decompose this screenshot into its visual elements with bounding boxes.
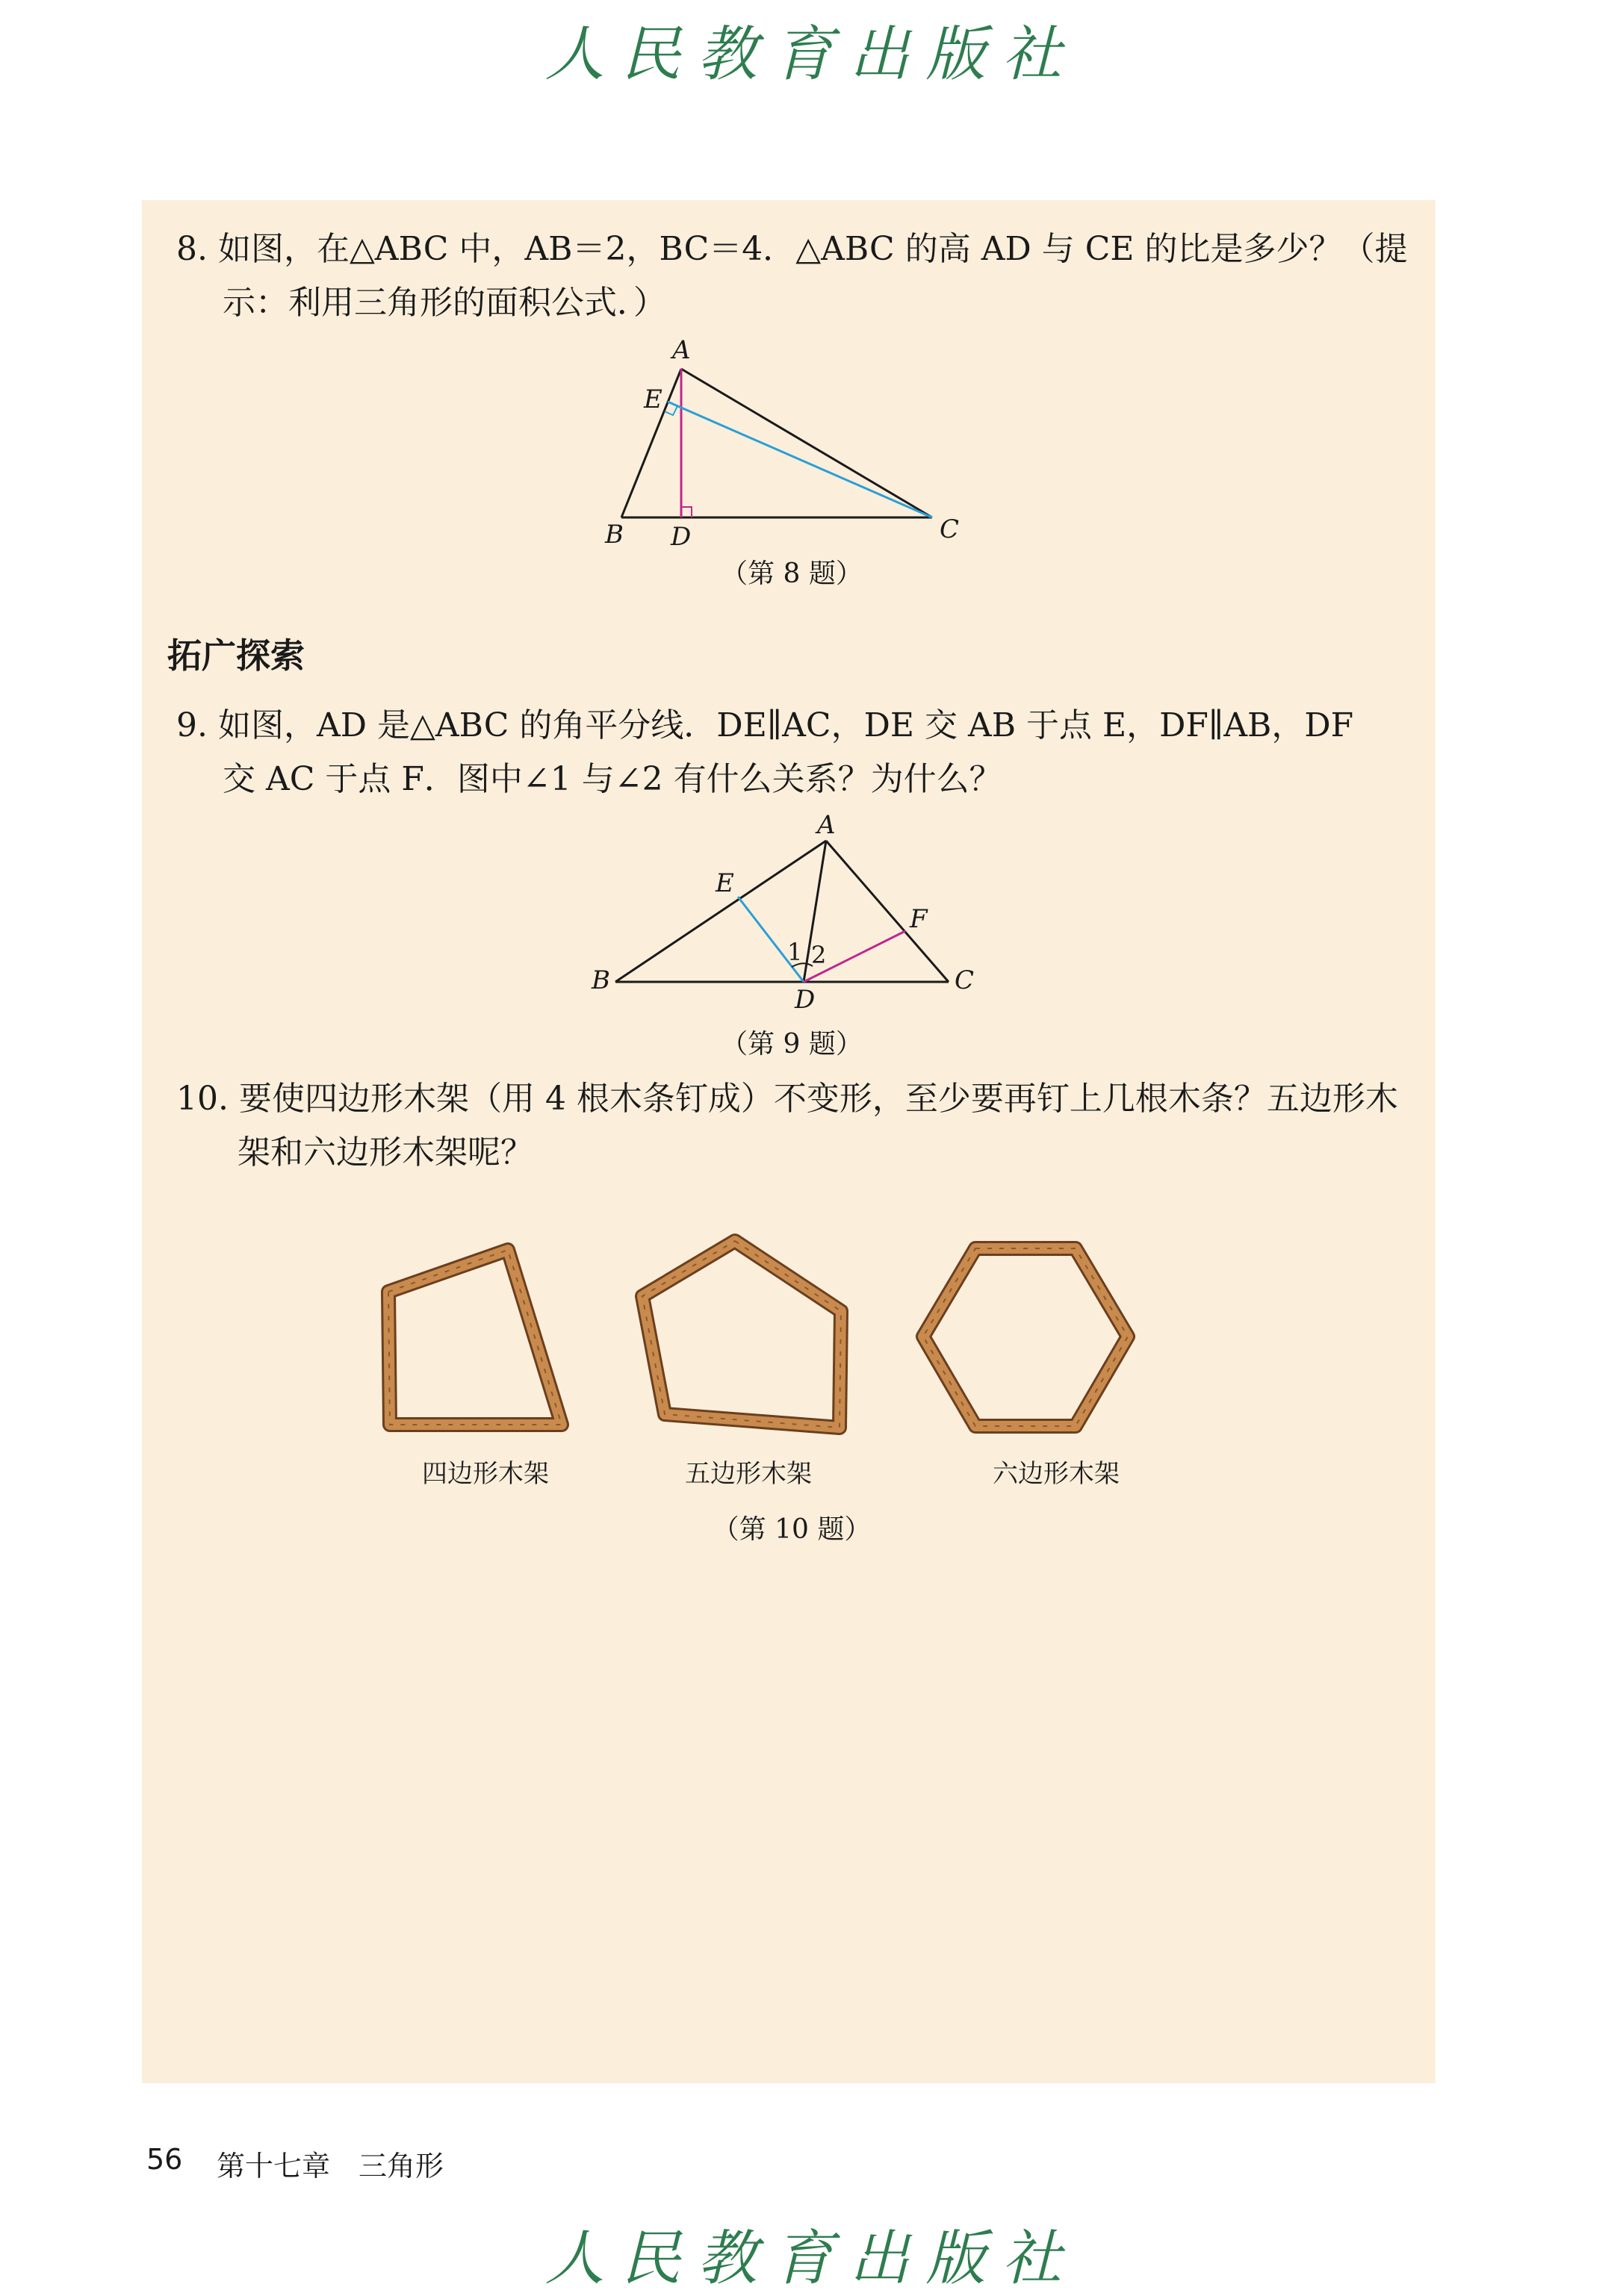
- section-title-extension: 拓广探索: [167, 635, 305, 676]
- publisher-watermark-top: 人民教育出版社: [544, 19, 1079, 89]
- fig8-label-c: C: [940, 514, 960, 544]
- figure-9-triangle: [575, 810, 993, 1015]
- question-8-line2: 示：利用三角形的面积公式．）: [223, 284, 666, 322]
- question-9-line1: 9. 如图，AD 是△ABC 的角平分线．DE∥AC，DE 交 AB 于点 E，DF∥AB，DF: [176, 706, 1354, 744]
- fig8-right-angle-d: [681, 507, 692, 517]
- publisher-watermark-bottom: 人民教育出版社: [544, 2224, 1079, 2293]
- figure-10-caption: （第 10 题）: [712, 1514, 872, 1545]
- question-8: [176, 223, 1408, 330]
- fig9-label-d: D: [795, 985, 816, 1015]
- hexagon-frame: [923, 1248, 1128, 1426]
- fig9-label-b: B: [592, 965, 610, 995]
- chapter-title: 第十七章 三角形: [217, 2150, 444, 2183]
- fig9-angle-1: 1: [787, 938, 803, 966]
- quadrilateral-frame: [388, 1250, 562, 1425]
- question-8-line1: 8. 如图，在△ABC 中，AB＝2，BC＝4．△ABC 的高 AD 与 CE 的比是多少？（提: [176, 230, 1408, 268]
- frame-label-hexagon: 六边形木架: [993, 1459, 1120, 1489]
- figure-10-frames: [359, 1225, 1210, 1449]
- question-9: [176, 699, 1353, 806]
- question-10-line1: 10. 要使四边形木架（用 4 根木条钉成）不变形，至少要再钉上几根木条？五边形木: [176, 1080, 1398, 1118]
- fig9-label-c: C: [955, 965, 975, 995]
- question-10: [176, 1072, 1398, 1180]
- fig9-label-e: E: [716, 868, 734, 898]
- question-10-line2: 架和六边形木架呢？: [238, 1133, 533, 1172]
- fig8-label-b: B: [605, 520, 624, 550]
- frame-label-pentagon: 五边形木架: [685, 1459, 812, 1489]
- fig8-altitude-ce: [668, 402, 932, 517]
- fig8-label-d: D: [671, 522, 692, 552]
- fig9-label-f: F: [910, 904, 928, 934]
- fig8-label-a: A: [672, 335, 691, 365]
- fig8-side-ac: [681, 369, 932, 517]
- figure-8-caption: （第 8 题）: [721, 559, 863, 589]
- figure-9-caption: （第 9 题）: [721, 1029, 863, 1060]
- fig9-angle-2: 2: [811, 941, 827, 969]
- pentagon-frame: [642, 1241, 841, 1428]
- fig9-label-a: A: [817, 810, 836, 840]
- page-number: 56: [146, 2143, 183, 2176]
- figure-8-triangle: [583, 336, 971, 560]
- fig8-label-e: E: [644, 385, 662, 414]
- frame-label-quadrilateral: 四边形木架: [422, 1459, 549, 1489]
- question-9-line2: 交 AC 于点 F．图中∠1 与∠2 有什么关系？为什么？: [223, 760, 1002, 798]
